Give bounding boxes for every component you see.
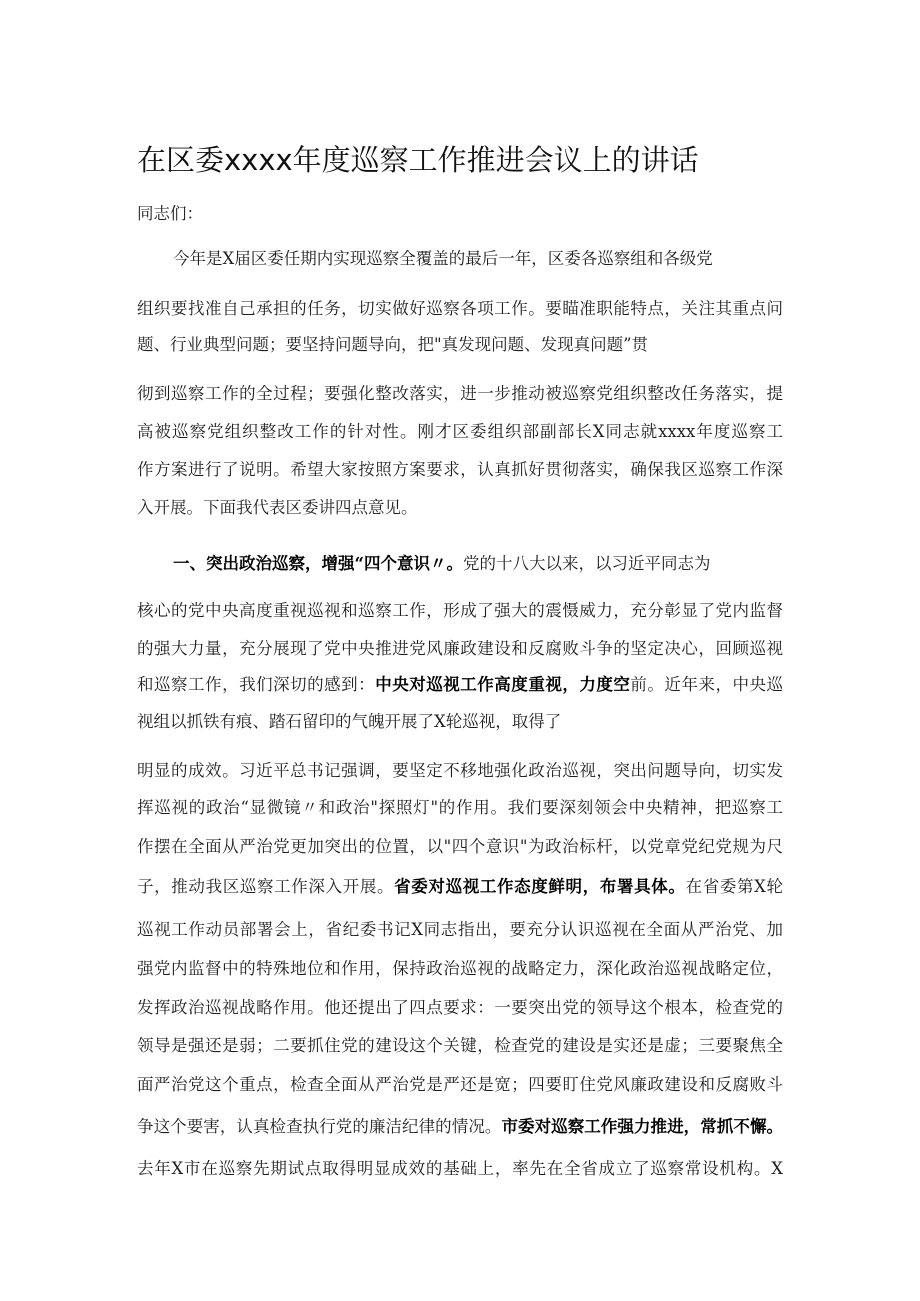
paragraph-line: 的强大力量，充分展现了党中央推进党风廉政建设和反腐败斗争的坚定决心，回顾巡视 [137, 639, 783, 658]
paragraph-line [137, 671, 783, 695]
paragraph-line: 强党内监督中的特殊地位和作用，保持政治巡视的战略定力，深化政治巡视战略定位， [137, 959, 783, 978]
paragraph-line [137, 873, 783, 897]
paragraph-text: 争这个要害，认真检查执行党的廉洁纪律的情况。 [137, 1117, 502, 1136]
section-heading-line [173, 550, 711, 574]
paragraph-line: 高被巡察党组织整改工作的针对性。刚才区委组织部副部长X同志就xxxx年度巡察工 [137, 422, 783, 441]
paragraph-text: 和巡察工作，我们深切的感到： [137, 675, 376, 694]
paragraph-text: 子，推动我区巡察工作深入开展。 [137, 877, 395, 896]
paragraph-line: 组织要找准自己承担的任务，切实做好巡察各项工作。要瞄准职能特点，关注其重点问 [137, 299, 783, 318]
paragraph-line: 发挥政治巡视战略作用。他还提出了四点要求：一要突出党的领导这个根本，检查党的 [137, 998, 783, 1017]
paragraph-line: 去年X市在巡察先期试点取得明显成效的基础上，率先在全省成立了巡察常设机构。X [137, 1159, 783, 1178]
paragraph-text: 前。近年来，中央巡 [630, 675, 784, 694]
paragraph-line: 入开展。下面我代表区委讲四点意见。 [137, 498, 418, 517]
paragraph-line: 今年是X届区委任期内实现巡察全覆盖的最后一年，区委各巡察组和各级党 [173, 249, 713, 268]
paragraph-line: 巡视工作动员部署会上，省纪委书记X同志指出，要充分认识巡视在全面从严治党、加 [137, 920, 783, 939]
paragraph-line: 作摆在全面从严治党更加突出的位置，以"四个意识"为政治标杆，以党章党纪党规为尺 [137, 837, 783, 856]
paragraph-line: 作方案进行了说明。希望大家按照方案要求，认真抓好贯彻落实，确保我区巡察工作深 [137, 460, 783, 479]
paragraph-line: 领导是强还是弱；二要抓住党的建设这个关键，检查党的建设是实还是虚；三要聚焦全 [137, 1036, 783, 1055]
paragraph-line: 明显的成效。习近平总书记强调，要坚定不移地强化政治巡视，突出问题导向，切实发 [137, 761, 783, 780]
paragraph-line: 题、行业典型问题；要坚持问题导向，把"真发现问题、发现真问题”贯 [137, 335, 649, 354]
paragraph-line: 核心的党中央高度重视巡视和巡察工作，形成了强大的震慑威力，充分彰显了党内监督 [137, 601, 783, 620]
paragraph-line [137, 1113, 783, 1137]
paragraph-line: 面严治党这个重点，检查全面从严治党是严还是宽；四要盯住党风廉政建设和反腐败斗 [137, 1075, 783, 1094]
paragraph-line: 挥巡视的政治“显微镜〃和政治"探照灯"的作用。我们要深刻领会中央精神，把巡察工 [137, 798, 783, 817]
bold-emphasis: 中央对巡视工作高度重视，力度空 [375, 675, 631, 694]
paragraph-line: 彻到巡察工作的全过程；要强化整改落实，进一步推动被巡察党组织整改任务落实，提 [137, 384, 783, 403]
paragraph-text: 在省委第X轮 [685, 877, 784, 896]
bold-emphasis: 省委对巡视工作态度鲜明，布署具体。 [394, 877, 686, 896]
salutation: 同志们： [137, 204, 203, 223]
bold-emphasis: 市委对巡察工作强力推进，常抓不懈。 [501, 1117, 784, 1136]
section-heading: 一、突出政治巡察，增强“四个意识〃。 [173, 554, 463, 573]
paragraph-line: 视组以抓铁有痕、踏石留印的气魄开展了X轮巡视，取得了 [137, 712, 562, 731]
paragraph-text: 党的十八大以来，以习近平同志为 [463, 554, 711, 573]
document-title: 在区委xxxx年度巡察工作推进会议上的讲话 [137, 143, 699, 177]
